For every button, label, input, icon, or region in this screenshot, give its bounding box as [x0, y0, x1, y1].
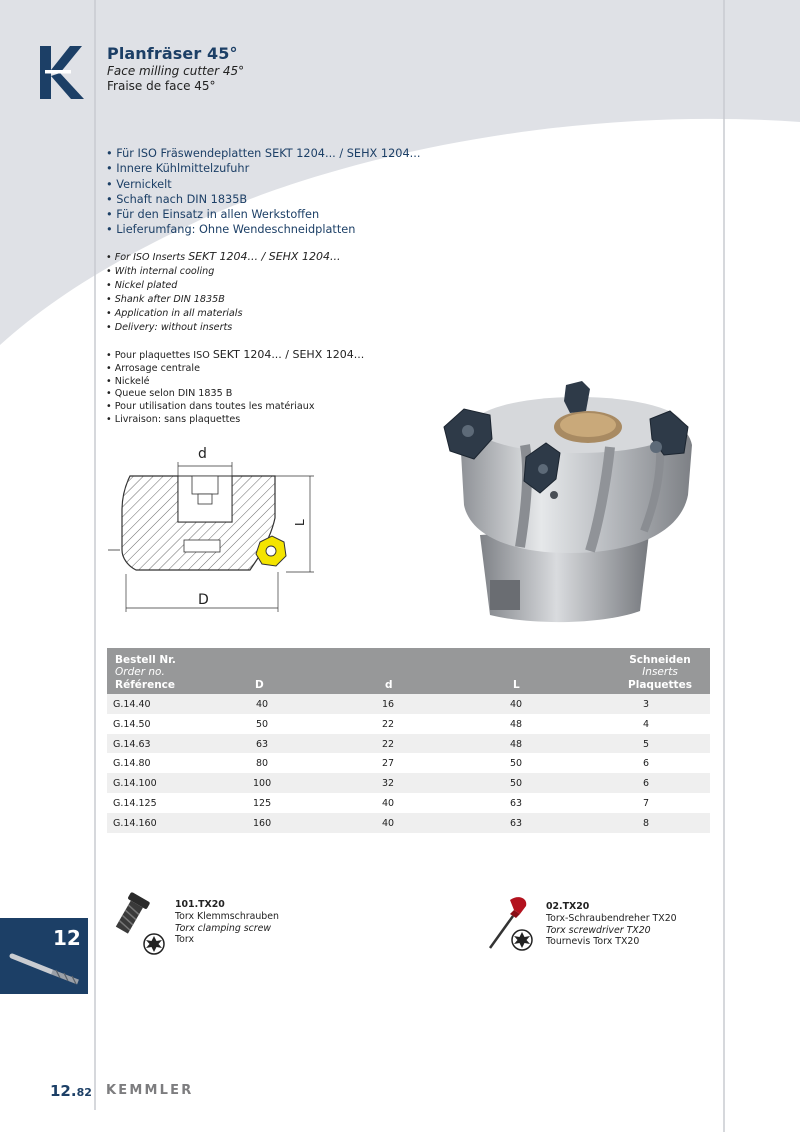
page-number: [50, 1082, 92, 1100]
page-title: Planfräser 45°: [107, 44, 238, 63]
torx-screw-icon: [108, 890, 168, 958]
cell-d: 27: [381, 758, 395, 770]
cell-L: 50: [509, 758, 523, 770]
cell-ref: G.14.160: [113, 817, 157, 829]
table-row: [107, 694, 710, 714]
header-ref-fr: Référence: [115, 678, 176, 691]
cell-L: 63: [509, 797, 523, 809]
feature-item: • Schaft nach DIN 1835B: [106, 192, 420, 207]
table-row: [107, 734, 710, 754]
accessory-code: 02.TX20: [546, 901, 590, 912]
product-table: [107, 648, 710, 833]
header-ref-de: Bestell Nr.: [115, 653, 176, 666]
header-reference: [115, 654, 176, 692]
page-number-minor: 82: [76, 1086, 92, 1099]
feature-item: • Arrosage centrale: [106, 363, 364, 376]
cell-L: 50: [509, 778, 523, 790]
cell-inserts: 7: [642, 797, 650, 809]
table-row: [107, 813, 710, 833]
feature-item: • Application in all materials: [106, 307, 340, 321]
header-inserts: [620, 654, 700, 692]
cell-D: 100: [253, 778, 272, 790]
cell-d: 40: [381, 797, 395, 809]
accessory-desc-de: Torx Klemmschrauben: [175, 910, 279, 922]
feature-item: • With internal cooling: [106, 265, 340, 279]
feature-item: • Queue selon DIN 1835 B: [106, 388, 364, 401]
feature-list-en: [106, 250, 340, 335]
feature-item: • Shank after DIN 1835B: [106, 293, 340, 307]
cell-D: 80: [255, 758, 269, 770]
feature-item: [106, 349, 364, 363]
dimension-label-L: L: [293, 519, 307, 526]
cell-ref: G.14.40: [113, 699, 151, 710]
product-photo-face-mill: [430, 375, 725, 630]
insert-codes: SEKT 1204... / SEHX 1204...: [212, 348, 365, 361]
cell-ref: G.14.63: [113, 738, 151, 750]
cell-D: 63: [255, 738, 269, 750]
header-d: d: [385, 679, 393, 691]
cell-D: 160: [253, 817, 272, 829]
feature-item: • Innere Kühlmittelzufuhr: [106, 161, 420, 176]
header-L: L: [513, 679, 520, 691]
cell-inserts: 8: [642, 817, 650, 829]
feature-list-de: [106, 146, 420, 238]
cell-ref: G.14.50: [113, 718, 151, 730]
accessory-torx-screwdriver: [546, 901, 677, 948]
accessory-desc-fr: Torx: [175, 934, 195, 946]
cell-L: 40: [509, 699, 523, 710]
cell-D: 50: [255, 718, 269, 730]
cell-ref: G.14.80: [113, 758, 151, 770]
feature-item: • Pour utilisation dans toutes les matériaux: [106, 401, 364, 414]
page-subtitle-en: Face milling cutter 45°: [107, 64, 245, 78]
table-row: [107, 753, 710, 773]
dimension-label-D: D: [198, 592, 209, 608]
cell-D: 125: [253, 797, 272, 809]
feature-item: • Nickel plated: [106, 279, 340, 293]
feature-item: [106, 250, 340, 265]
accessory-desc-de: Torx-Schraubendreher TX20: [546, 912, 677, 924]
accessory-code: 101.TX20: [175, 899, 225, 910]
cell-L: 63: [509, 817, 523, 829]
cell-inserts: 5: [642, 738, 650, 750]
cell-ref: G.14.125: [113, 797, 157, 809]
cell-ref: G.14.100: [113, 778, 157, 790]
accessory-desc-fr: Tournevis Torx TX20: [546, 936, 640, 948]
feature-item: • Livraison: sans plaquettes: [106, 414, 364, 427]
cell-inserts: 6: [642, 778, 650, 790]
page-number-major: 12.: [50, 1082, 77, 1100]
dimension-label-d: d: [198, 446, 207, 462]
title-block: [107, 44, 244, 93]
feature-item: • Lieferumfang: Ohne Wendeschneidplatten: [106, 222, 420, 237]
header-ref-en: Order no.: [115, 666, 165, 678]
technical-drawing: [100, 440, 330, 620]
chapter-number: 12: [53, 926, 81, 950]
cell-inserts: 6: [642, 758, 650, 770]
table-row: [107, 773, 710, 793]
feature-prefix: Pour plaquettes ISO: [114, 350, 213, 361]
insert-codes: SEKT 1204... / SEHX 1204...: [188, 250, 341, 263]
cell-d: 22: [381, 738, 395, 750]
feature-list-fr: [106, 349, 364, 427]
kemmler-k-logo: [40, 46, 84, 99]
cell-L: 48: [509, 718, 523, 730]
table-row: [107, 793, 710, 813]
feature-item: • Delivery: without inserts: [106, 321, 340, 335]
feature-item: • Vernickelt: [106, 177, 420, 192]
brand-name: KEMMLER: [106, 1083, 194, 1098]
page-subtitle-fr: Fraise de face 45°: [107, 79, 216, 93]
header-inserts-fr: Plaquettes: [628, 678, 692, 691]
cell-D: 40: [255, 699, 269, 710]
feature-item: • Für ISO Fräswendeplatten SEKT 1204... / SEHX 1204...: [106, 146, 420, 161]
end-mill-icon: [8, 948, 84, 988]
cell-d: 40: [381, 817, 395, 829]
cell-inserts: 3: [642, 699, 650, 710]
torx-screwdriver-icon: [484, 890, 544, 956]
header-inserts-en: Inserts: [642, 666, 678, 678]
table-header: [107, 648, 710, 694]
feature-prefix: For ISO Inserts: [114, 252, 189, 263]
table-body: [107, 694, 710, 833]
cell-d: 16: [381, 699, 395, 710]
accessory-torx-screw: [175, 899, 279, 946]
accessory-desc-en: Torx clamping screw: [175, 922, 272, 934]
accessory-desc-en: Torx screwdriver TX20: [546, 924, 651, 936]
table-row: [107, 714, 710, 734]
cell-inserts: 4: [642, 718, 650, 730]
feature-item: • Nickelé: [106, 376, 364, 389]
header-inserts-de: Schneiden: [629, 653, 691, 666]
feature-item: • Für den Einsatz in allen Werkstoffen: [106, 207, 420, 222]
cell-d: 22: [381, 718, 395, 730]
cell-L: 48: [509, 738, 523, 750]
cell-d: 32: [381, 778, 395, 790]
header-D: D: [255, 679, 264, 691]
